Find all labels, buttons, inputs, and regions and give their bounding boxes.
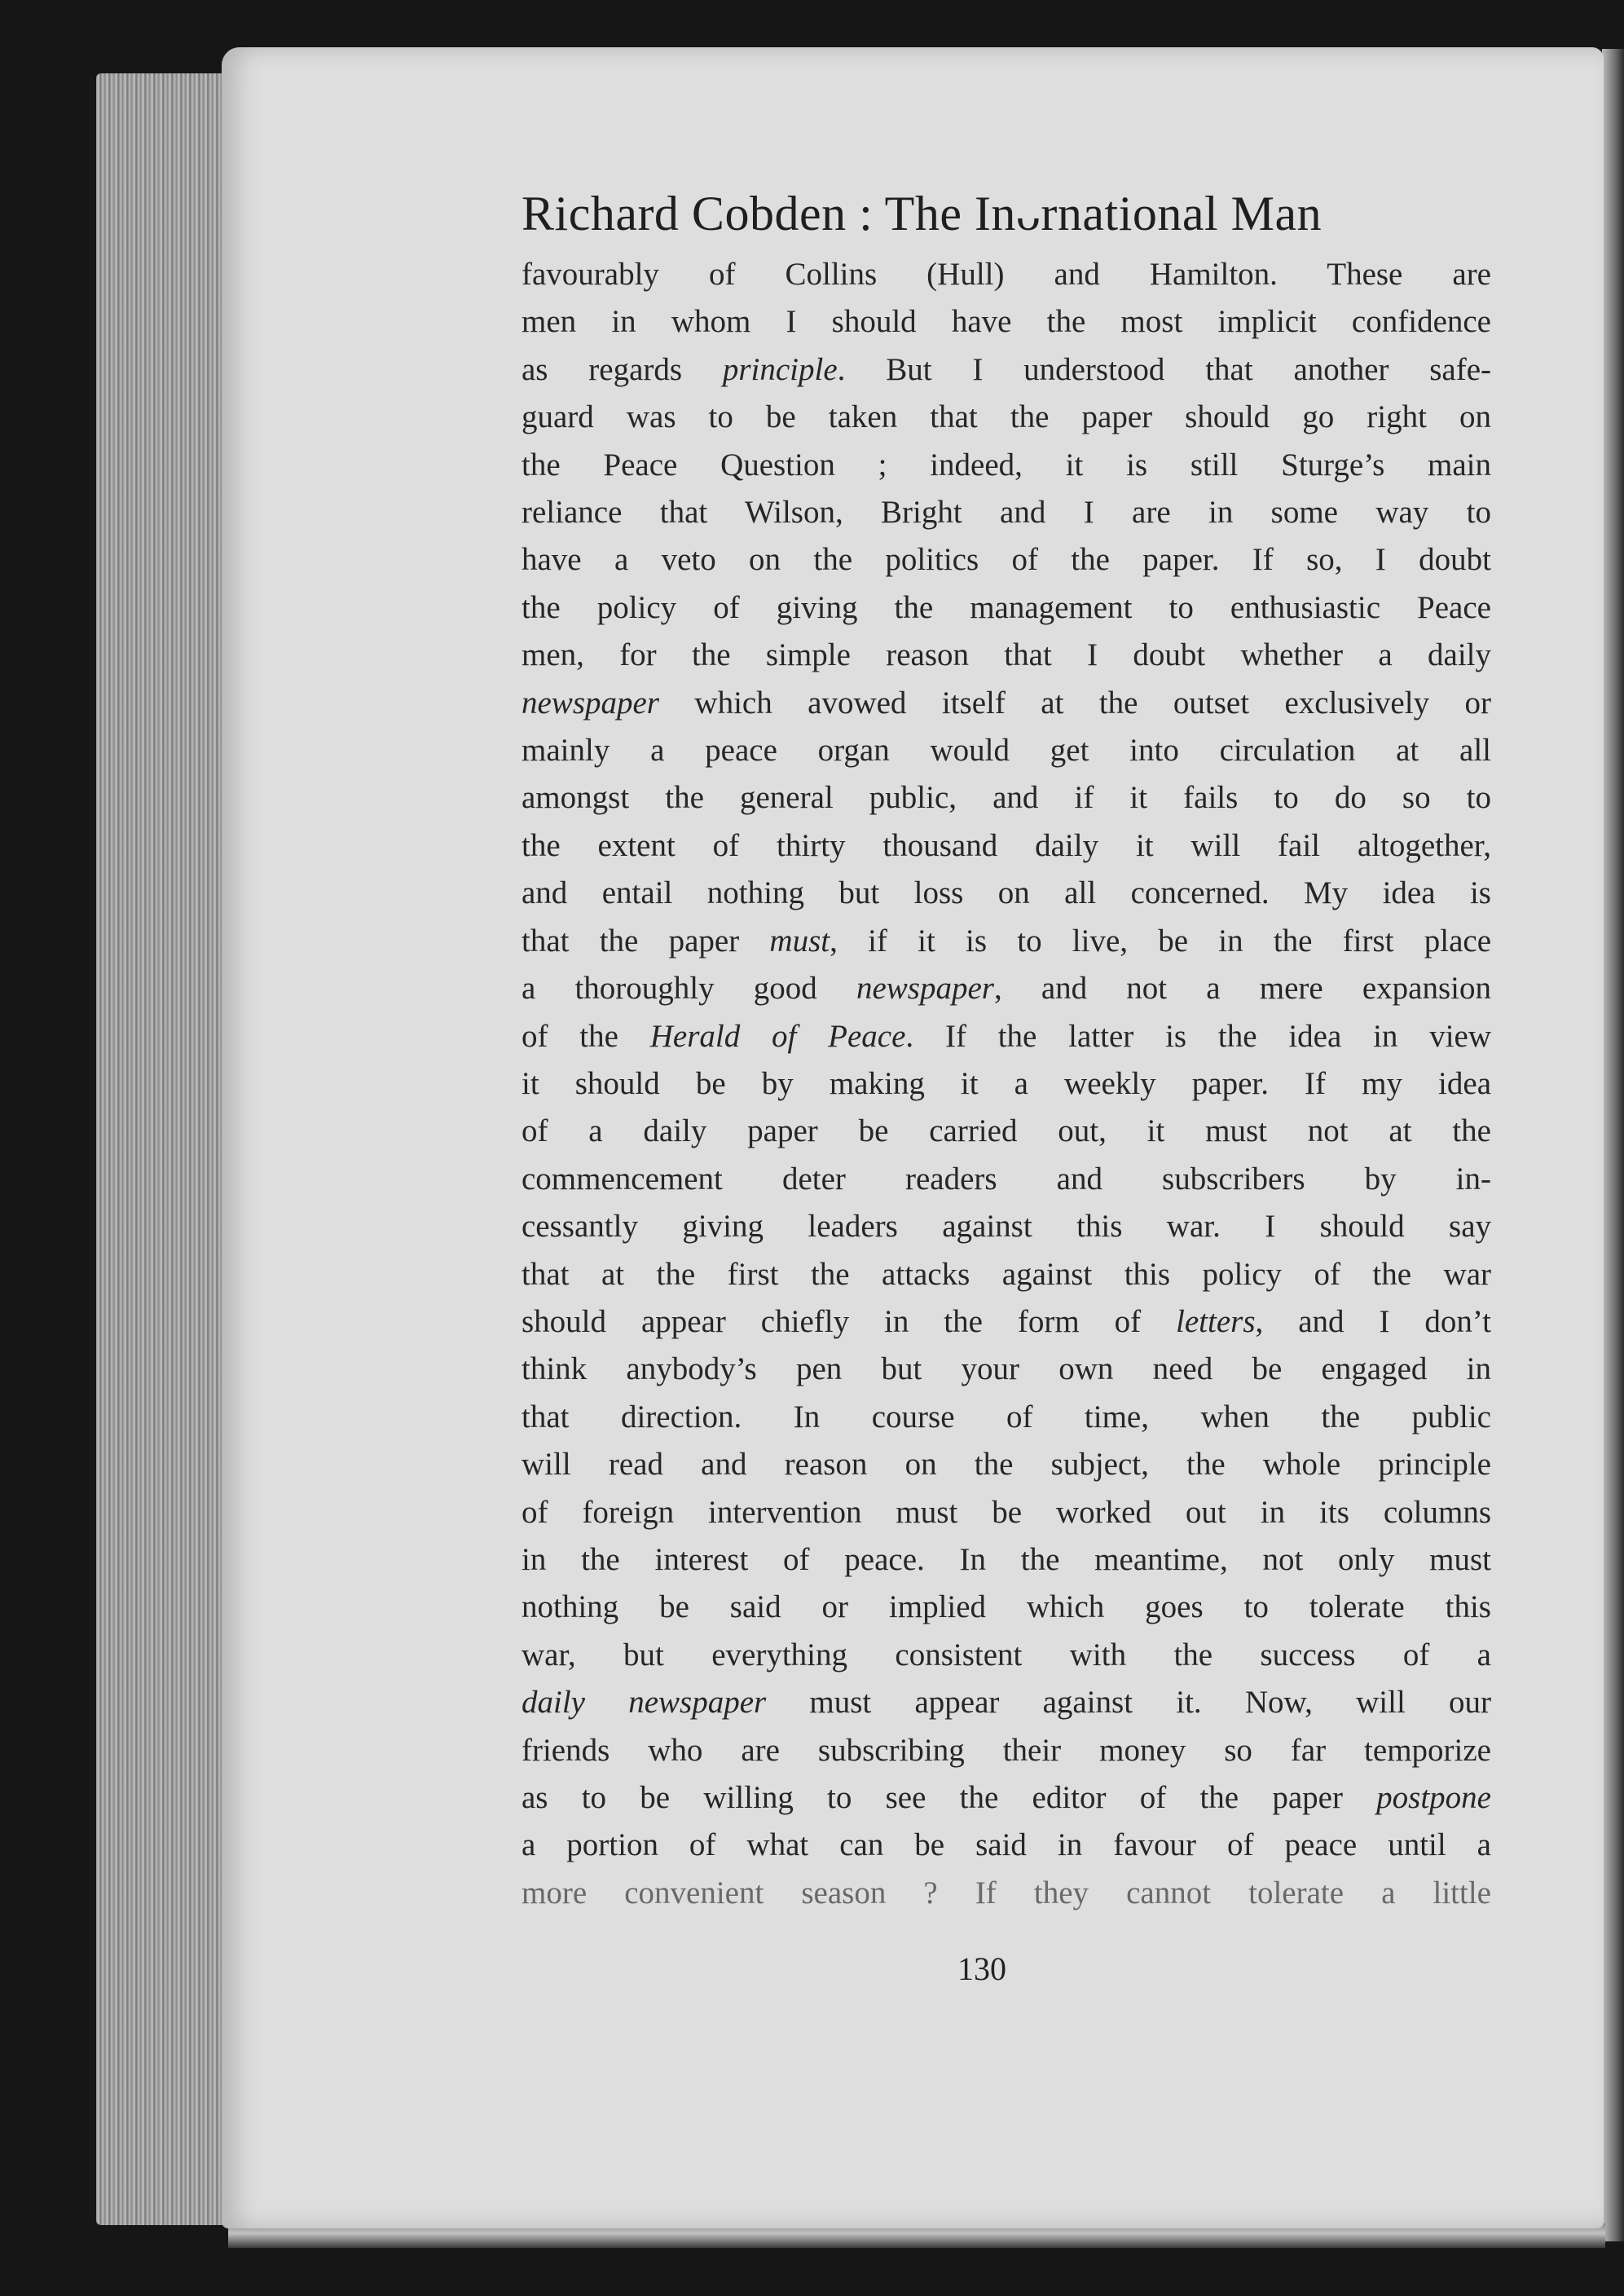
text-run: . If the latter is the idea in view [905,1018,1492,1054]
text-run: a thoroughly good [522,971,856,1007]
text-line [522,394,1491,441]
text-line [522,1251,1491,1298]
italic-text: daily newspaper [522,1685,767,1721]
text-line [522,1394,1491,1441]
text-run: which avowed itself at the outset exclusively or [659,685,1491,721]
text-line [522,1060,1491,1108]
text-run: it should be by making it a weekly paper. If my idea [522,1065,1491,1101]
text-line [522,1584,1491,1631]
italic-text: postpone [1376,1780,1491,1815]
text-run: the extent of thirty thousand daily it will fail altogether, [522,827,1491,863]
text-line [522,1108,1491,1155]
text-line [522,346,1491,394]
text-line [522,1298,1491,1346]
text-run: men, for the simple reason that I doubt whether a daily [522,637,1491,673]
text-line [522,1822,1491,1869]
text-run: think anybody’s pen but your own need be engaged in [522,1351,1491,1387]
text-line [522,489,1491,536]
text-run: that direction. In course of time, when the public [522,1399,1491,1434]
text-line [522,918,1491,965]
text-run: , and not a mere expansion [993,971,1491,1007]
italic-text: principle [722,351,838,387]
book-page-edges [96,73,227,2225]
text-run: the Peace Question ; indeed, it is still Sturge’s main [522,447,1491,483]
text-run: that the paper [522,923,770,959]
text-line [522,584,1491,632]
italic-text: newspaper [856,971,994,1007]
text-run: commencement deter readers and subscribers by in- [522,1161,1491,1196]
italic-text: Herald of Peace [649,1018,906,1054]
text-run: more convenient season ? If they cannot tolerate a little [522,1875,1491,1910]
text-line [522,1679,1491,1726]
text-run: of a daily paper be carried out, it must not at the [522,1113,1491,1149]
text-line [522,1774,1491,1822]
text-run: of foreign intervention must be worked out in its columns [522,1494,1491,1530]
text-line [522,870,1491,917]
text-line [522,774,1491,822]
text-run: as to be willing to see the editor of the paper [522,1780,1377,1815]
text-run: as regards [522,351,723,387]
text-run: men in whom I should have the most implicit confidence [522,304,1491,340]
text-line [522,1870,1491,1917]
text-run: mainly a peace organ would get into circulation at all [522,733,1491,769]
running-head: Richard Cobden : The Inᴗrnational Man [522,187,1323,240]
text-run: that at the first the attacks against this policy of the war [522,1256,1491,1292]
text-line [522,1727,1491,1774]
text-run: will read and reason on the subject, the whole principle [522,1447,1491,1483]
page-number: 130 [957,1950,1006,1987]
text-line [522,1441,1491,1488]
text-run: war, but everything consistent with the success of a [522,1637,1491,1672]
text-line [522,536,1491,584]
text-run: , and I don’t [1255,1303,1491,1339]
italic-text: newspaper [522,685,659,721]
text-line [522,1346,1491,1393]
italic-text: must [769,923,830,959]
text-run: have a veto on the politics of the paper. If so, I doubt [522,542,1491,578]
text-run: must appear against it. Now, will our [766,1685,1492,1721]
text-run: guard was to be taken that the paper should go right on [522,399,1491,435]
text-line [522,965,1491,1012]
text-run: amongst the general public, and if it fails to do so to [522,780,1491,816]
text-run: and entail nothing but loss on all concerned. My idea is [522,875,1491,911]
text-line [522,1203,1491,1250]
text-line [522,442,1491,489]
text-run: in the interest of peace. In the meantime, not only must [522,1541,1491,1577]
text-run: friends who are subscribing their money so far temporize [522,1732,1491,1768]
text-line [522,1013,1491,1060]
text-line [522,632,1491,679]
text-run: cessantly giving leaders against this war. I should say [522,1209,1491,1245]
text-run: reliance that Wilson, Bright and I are in some way to [522,495,1491,531]
body-text [522,251,1491,1917]
text-run: . But I understood that another safe- [837,351,1491,387]
text-run: should appear chiefly in the form of [522,1303,1177,1339]
text-run: favourably of Collins (Hull) and Hamilton. These are [522,257,1491,292]
text-line [522,727,1491,774]
text-run: a portion of what can be said in favour of peace until a [522,1827,1491,1863]
book-right-edge [1602,49,1624,2241]
text-line [522,1632,1491,1679]
text-line [522,298,1491,346]
text-line [522,822,1491,870]
text-run: , if it is to live, be in the first place [830,923,1492,959]
text-run: nothing be said or implied which goes to tolerate this [522,1589,1491,1625]
text-line [522,1156,1491,1203]
text-run: of the [522,1018,650,1054]
text-line [522,251,1491,298]
text-line [522,1489,1491,1536]
italic-text: letters [1176,1303,1256,1339]
text-line [522,1536,1491,1584]
text-run: the policy of giving the management to enthusiastic Peace [522,589,1491,625]
text-line [522,680,1491,727]
